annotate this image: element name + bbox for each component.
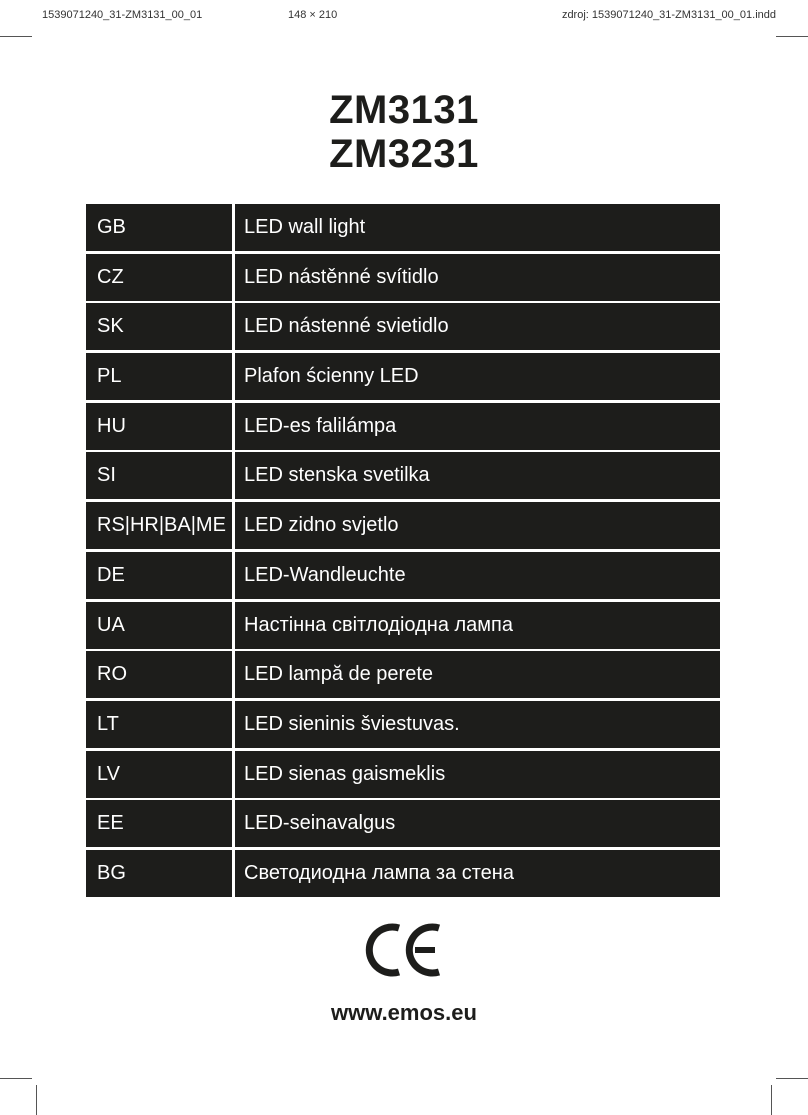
product-name: LED stenska svetilka [235,452,720,499]
product-name: LED wall light [235,204,720,251]
language-code: LV [86,751,232,798]
product-name: LED-Wandleuchte [235,552,720,599]
language-code: PL [86,353,232,400]
language-row [86,452,720,499]
language-code: HU [86,403,232,450]
language-code: DE [86,552,232,599]
language-table [86,204,720,900]
language-row [86,850,720,897]
product-name: LED nástenné svietidlo [235,303,720,350]
ce-mark-icon [365,922,443,978]
language-code: RO [86,651,232,698]
language-row [86,303,720,350]
crop-mark-top-left-h [0,36,32,37]
language-code: LT [86,701,232,748]
language-row [86,701,720,748]
language-row [86,353,720,400]
crop-mark-bottom-left-v [36,1085,37,1115]
language-code: EE [86,800,232,847]
language-row [86,751,720,798]
model-title-line-2: ZM3231 [329,132,479,176]
language-code: SK [86,303,232,350]
crop-mark-top-right-h [776,36,808,37]
file-code-slug: 1539071240_31-ZM3131_00_01 [42,9,203,21]
product-name: LED-seinavalgus [235,800,720,847]
language-row [86,502,720,549]
language-code: RS|HR|BA|ME [86,502,232,549]
language-code: BG [86,850,232,897]
language-row [86,204,720,251]
product-name: LED lampă de perete [235,651,720,698]
source-file-slug: zdroj: 1539071240_31-ZM3131_00_01.indd [561,9,776,21]
model-title-line-1: ZM3131 [329,88,479,132]
page-size-slug: 148 × 210 [288,9,338,21]
crop-mark-bottom-left-h [0,1078,32,1079]
language-code: SI [86,452,232,499]
product-name: Светодиодна лампа за стена [235,850,720,897]
product-name: LED sienas gaismeklis [235,751,720,798]
product-name: LED nástěnné svítidlo [235,254,720,301]
language-code: GB [86,204,232,251]
crop-mark-bottom-right-h [776,1078,808,1079]
language-row [86,800,720,847]
crop-mark-bottom-right-v [771,1085,772,1115]
language-code: CZ [86,254,232,301]
product-name: LED zidno svjetlo [235,502,720,549]
product-name: Настінна світлодіодна лампа [235,602,720,649]
website-url[interactable]: www.emos.eu [331,1000,477,1025]
language-row [86,602,720,649]
language-row [86,552,720,599]
language-row [86,651,720,698]
language-code: UA [86,602,232,649]
language-row [86,403,720,450]
language-row [86,254,720,301]
product-name: LED sieninis šviestuvas. [235,701,720,748]
product-name: LED-es falilámpa [235,403,720,450]
product-name: Plafon ścienny LED [235,353,720,400]
